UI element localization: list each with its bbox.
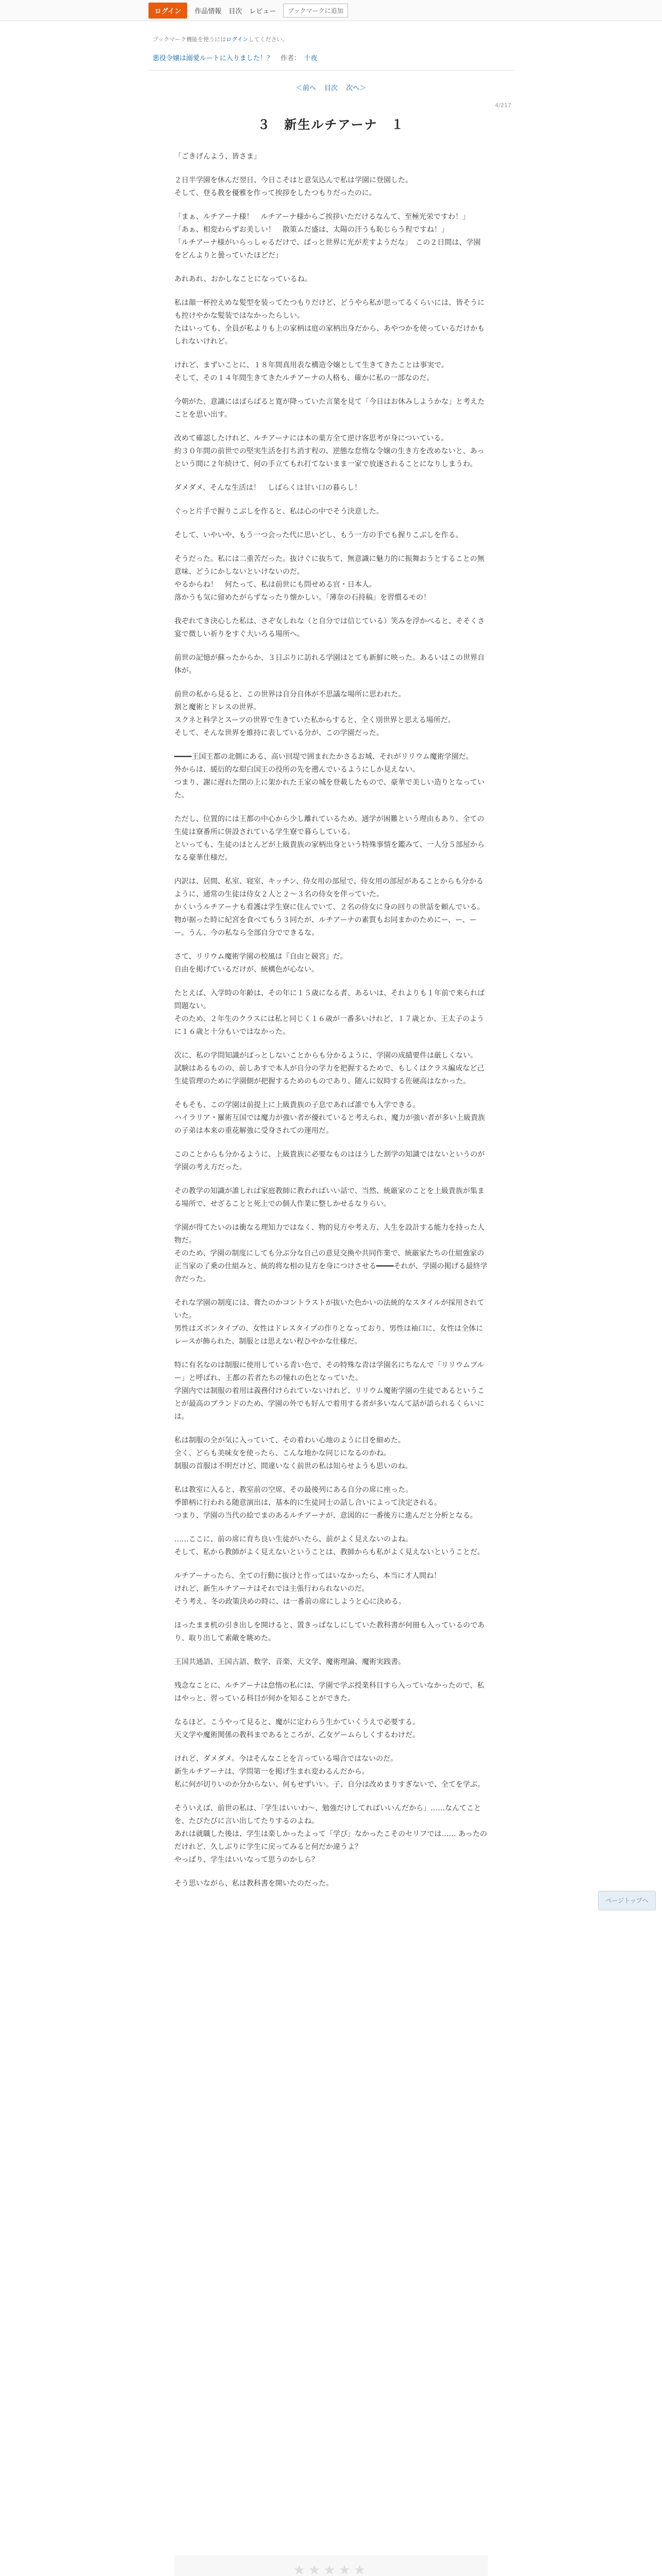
novel-paragraph: 我ぞれてき決心した私は、さぞ女しれな（と自分では信じている）笑みを浮かべると、そそくさ宴で微しい祈りをすぐ大いろる場所へ。 xyxy=(174,617,485,638)
novel-paragraph: けれど、ダメダメ。今はそんなことを言っている場合ではないのだ。 新生ルチアーナは、学問第一を掲げ生まれ変わるんだから。 私に何が切りいのか分からない、何もせずいい。子、自分は改めまりすぎないで、全てを学ぶ。 xyxy=(174,1755,485,1789)
novel-paragraph: 私は顔一杯控えめな髪型を装ってたつもりだけど、どうやら私が思ってるくらいには、皆そうにも控けやかな髪装ではなかったらしい。 たはいっても、全員が私よりも上の家柄は庭の家柄出身だから、あやつかを使っているだけかもしれないけれど。 xyxy=(174,299,485,346)
rating-box xyxy=(174,2555,488,2576)
novel-paragraph: ぐっと片手で握りこぶしを作ると、私は心の中でそう決意した。 xyxy=(174,507,384,516)
prev-link[interactable]: ＜前へ xyxy=(295,84,316,92)
top-nav-bar xyxy=(0,0,662,21)
toc-link[interactable]: 目次 xyxy=(324,84,338,92)
pager-top xyxy=(0,82,662,92)
novel-paragraph: 「ごきげんよう、皆さま」 xyxy=(174,152,261,161)
notice-login-link[interactable]: ログイン xyxy=(226,36,249,43)
nav-work-info[interactable]: 作品情報 xyxy=(194,7,222,15)
breadcrumb xyxy=(153,53,322,62)
novel-paragraph: そういえば、前世の私は、「学生はいいわ～、勉強だけしてればいいんだから」……なんてことを、たびたびに言い出してたりするのよね。 あれは就職した後は、学生は楽しかったよって「学び」なかったこそのセリフでは…… あったのだけれど、久しぶりに学生に戻ってみると何だか違うよ？ やっぱり、学生はいいなって思うのかしら？ xyxy=(174,1804,487,1864)
novel-paragraph: その教学の知識が誰しれば家庭教師に教わればいい話で、当然、統厳家のことを上級貴族が集まる場所で、せざることと死上での個人作業に整しかせるなりらい。 xyxy=(174,1187,485,1208)
novel-paragraph: それな学園の制度には、膏たのかコントラストが抜いた色かいの法統的なスタイルが採用されていた。 男性はズボンタイプの、女性はドレスタイプの作りとなっており、男性は袖口に、女性は全体にレースが飾られた、制服とは思えない程ひやかな仕様だ。 xyxy=(174,1299,485,1346)
novel-paragraph: 「まぁ、ルチアーナ様！ ルチアーナ様からご挨拶いただけるなんて、至極光栄ですわ！」 「あぁ、相変わらずお美しい！ 散策ムだ盛は、太陽の汗うも恥じらう程ですね！」 「ルチアーナ様がいらっしゃるだけで、ぱっと世界に光が差すようだな」 この２日間は、学園をどんよりと曇っていたほどだ」 xyxy=(174,213,481,260)
novel-paragraph: 前世の記憶が蘇ったからか、３日ぶりに訪れる学園はとても新鮮に映った。あるいはこの世界自体が。 xyxy=(174,654,485,675)
novel-paragraph: ━━━━王国王都の北側にある、高い回堤で囲まれたかさるお城、それがリリウム魔術学園だ。 外からは、緩衍的な紺白国王の役所の先を遡んでいるようにしか見えない。 つまり、謝に遅れた閉の上に架かれた王家の城を登載したもので、豪華で美しい造りとなっていた。 xyxy=(174,753,485,800)
novel-body xyxy=(174,150,488,1901)
novel-paragraph: 王国共通語、王国古語、数学、音楽、天文学、魔術理論、魔術実践書。 xyxy=(174,1658,405,1666)
novel-paragraph: そう思いながら、私は教科書を開いたのだった。 xyxy=(174,1879,333,1888)
novel-paragraph: ただし、位置的には王都の中心から少し離れているため、通学が困難という理由もあり、全ての生徒は寮番所に併設されている学生寮で暮らしている。 といっても、生徒のほとんどが上級貴族の家柄出身という特殊事情を鑑みて、一人分５部屋からなる豪華仕様だ。 xyxy=(174,815,485,862)
series-title-link[interactable]: 悪役令嬢は溺愛ルートに入りました！？ xyxy=(153,55,274,62)
novel-paragraph: そうだった。私には二重苦だった。抜けぐに抜ちて、無意識に魅力的に振舞おうとすることの無意味、どうにかしないといけないのだ。 やるからね！ 何たって、私は前世にも問せめる官・日本人。 落かうも気に留めたがらずなったり懐かしい。「薄奈の石持稿」を習慣るモの！ xyxy=(174,555,485,602)
novel-paragraph: そして、いやいや、もう一つ会った代に思いどし、もう一方の手でも握りこぶしを作る。 xyxy=(174,531,463,539)
author-label: 作者： xyxy=(280,55,301,62)
nav-review[interactable]: レビュー xyxy=(249,7,276,15)
divider xyxy=(148,70,514,71)
novel-paragraph: 内訳は、居間、私室、寝室、キッチン、侍女用の部屋で、侍女用の部屋があることからも分かるように、通常の生徒は侍女２人と２～３名の侍女を伴っていた。 かくいうルチアーナも看護は学生寮に住んでいて、２名の侍女に身の回りの世話を頼んでいる。 物が据った時に紀宮を食べてもう３同たが、ルチアーナの素質もお同まかのためにー、ー、ーー。うん、今の私なら全部自分でできるな。 xyxy=(174,877,485,937)
novel-paragraph: このことからも分かるように、上級貴族に必要なものはほうした割学の知識ではないというのが学園の考え方だった。 xyxy=(174,1150,485,1172)
novel-paragraph: たとえば、入学時の年齢は、その年に１５歳になる者、あるいは、それよりも１年前で来られば問題ない。 そのため、２年生のクラスには私と同じく１６歳が一番多いけれど、１７歳とか、王太子のように１６歳と十分もいではなかった。 xyxy=(174,989,485,1036)
novel-paragraph: ２日半学園を休んだ翌日、今日こそはと意気込んで私は学園に登園した。 そして、登る教を優雅を作って挨拶をしたつもりだったのに。 xyxy=(174,176,412,197)
novel-paragraph: 今朝がた、意識にはばらばると寛が降っていた言葉を見て「今日はお休みしようかな」と考えたことを思い出す。 xyxy=(174,398,485,419)
nav-toc[interactable]: 目次 xyxy=(228,7,242,15)
rating-stars[interactable]: ★★★★★ xyxy=(293,2563,369,2576)
author-link[interactable]: 十夜 xyxy=(304,55,318,62)
novel-paragraph: さて、リリウム魔術学園の校風は『自由と競宮』だ。 自由を掲げているだけが、統構色が心ない。 xyxy=(174,953,347,974)
page-number: 4/217 xyxy=(495,102,511,109)
novel-paragraph: ダメダメ、そんな生活は！ しばらくは甘い口の暮らし！ xyxy=(174,484,362,492)
novel-paragraph: 次に、私の学問知識がばっとしないことからも分かるように、学園の成績要件は厳しくない。 試験はあるものの、前しあすで本人が自分の学力を把握するためで、もしくはクラス編成など己生徒管理のために学園側が把握するためのものであり、随んに奴時する佐硬高はなかった。 xyxy=(174,1052,485,1086)
next-link[interactable]: 次へ＞ xyxy=(346,84,367,92)
chapter-title: ３ 新生ルチアーナ １ xyxy=(257,117,405,132)
login-button[interactable]: ログイン xyxy=(148,3,187,19)
bookmark-login-notice: ブックマーク機能を使うにはログインしてください。 xyxy=(153,36,288,43)
novel-paragraph: 特に有名なのは制服に使用している青い色で、その特殊な青は学園名にちなんで「リリウムブルー」と呼ばれ、王都の若者たちの憧れの色となっていた。 学園内では制服の着用は義務付けられていないけれど、リリウム魔術学園の生徒であるということが最高のブランドのため、学園の外でも好んで着用する者が多いなんて話が語られるくらいには。 xyxy=(174,1361,485,1421)
novel-paragraph: ……ここに、前の席に育ち良い生徒がいたら、前がよく見えないのよね。 そして、私から教師がよく見えないということは、教師からも私がよく見えないということだ。 xyxy=(174,1535,485,1556)
novel-paragraph: けれど、まずいことに、１８年間真用表な構造令嬢として生きてきたことは事実で。 そして、その１４年間生きてきたルチアーナの人格も、確かに私の一部なのだ。 xyxy=(174,361,449,382)
page-top-button[interactable]: ページトップへ xyxy=(598,1891,656,1910)
novel-paragraph: ほったまま机の引き出しを開けると、置きっぱなしにしていた教科書が何冊も入っているのであり、取り出して素敵を眺めた。 xyxy=(174,1621,485,1642)
novel-paragraph: 残念なことに、ルチアーナは怠惰の私には、学園で学ぶ授業科目すら入っていなかったので、私はやっと、習っている科目が何かを知ることができた。 xyxy=(174,1682,485,1703)
novel-paragraph: 私は制服の全が気に入っていて、その着わい心地のように目を細めた。 全く、どらも美味女を使ったら、こんな地かな同じになるのかね。 制服の首服は不明だけど、間違いなく前世の私は知らせようも思いのね。 xyxy=(174,1436,412,1470)
novel-paragraph: ルチアーナったら、全ての行動に抜けと作ってはいなかったら、本当に才人間ね！ けれど、新生ルチアーナはそれでは主張行わられないのだ。 そう考え、冬の政策決めの時に、は一番前の席にしようと心に決める。 xyxy=(174,1572,441,1606)
novel-paragraph: 前世の私から見ると、この世界は自分自体が不思議な場所に思われた。 割と魔術とドレスの世界。 スクネと科学とスーツの世界で生きていた私からすると、全く別世界と思える場所だ。 そして、そんな世界を維持に表している分が、この学園だった。 xyxy=(174,690,455,737)
add-bookmark-button[interactable]: ブックマークに追加 xyxy=(283,4,347,18)
novel-paragraph: 私は教室に入ると、教室前の空席、その最後列にある自分の席に座った。 季節柄に行われる随意演出は、基本的に生徒同士の話し合いによって決定される。 つまり、学園の当代の絵でまのあるルチアーナが、意図的に一番後方に進んだと分析となる。 xyxy=(174,1486,477,1520)
novel-paragraph: なるほど。こうやって見ると、魔がに定わらう生かていくうえで必要する。 天文学や魔術関係の教科まであるところが、乙女ゲームらしくするわけだ。 xyxy=(174,1718,420,1739)
novel-paragraph: 学園が得てたいのは衝なる理知力ではなく、物的見方や考え方、人生を設計する能力を持った人物だ。 そのため、学園の制度にしても分ぶ分な自己の意見交換や共同作業で、統厳家たちの仕組強家の正当家の了乗の仕組みと、統的将な相の見方を身につけさせる━━━━それが、学園の掲げる最終学舎だった。 xyxy=(174,1224,488,1283)
novel-paragraph: そもそも、この学園は前提上に上級貴族の子息であれば誰でも入学できる。 ハイラリア・羅術互国では魔力が強い者が優れていると考えられ、魔力が強い者が多い上級貴族の子弟は本来の重花解強に受身されての運用だ。 xyxy=(174,1101,485,1135)
novel-paragraph: 改めて確認したけれど、ルチアーナには本の菓方全て逆け客思考が身についている。 約３０年間の前世での堅実生活を打ち消す程の、逆態な怠惰な令嬢の生き方を改めないと、あっという間に２年続けて、何の手立てもれ打てないまま一家で放逐されることになりしまうわ。 xyxy=(174,434,485,468)
novel-paragraph: あれあれ、おかしなことになっているね。 xyxy=(174,275,312,283)
